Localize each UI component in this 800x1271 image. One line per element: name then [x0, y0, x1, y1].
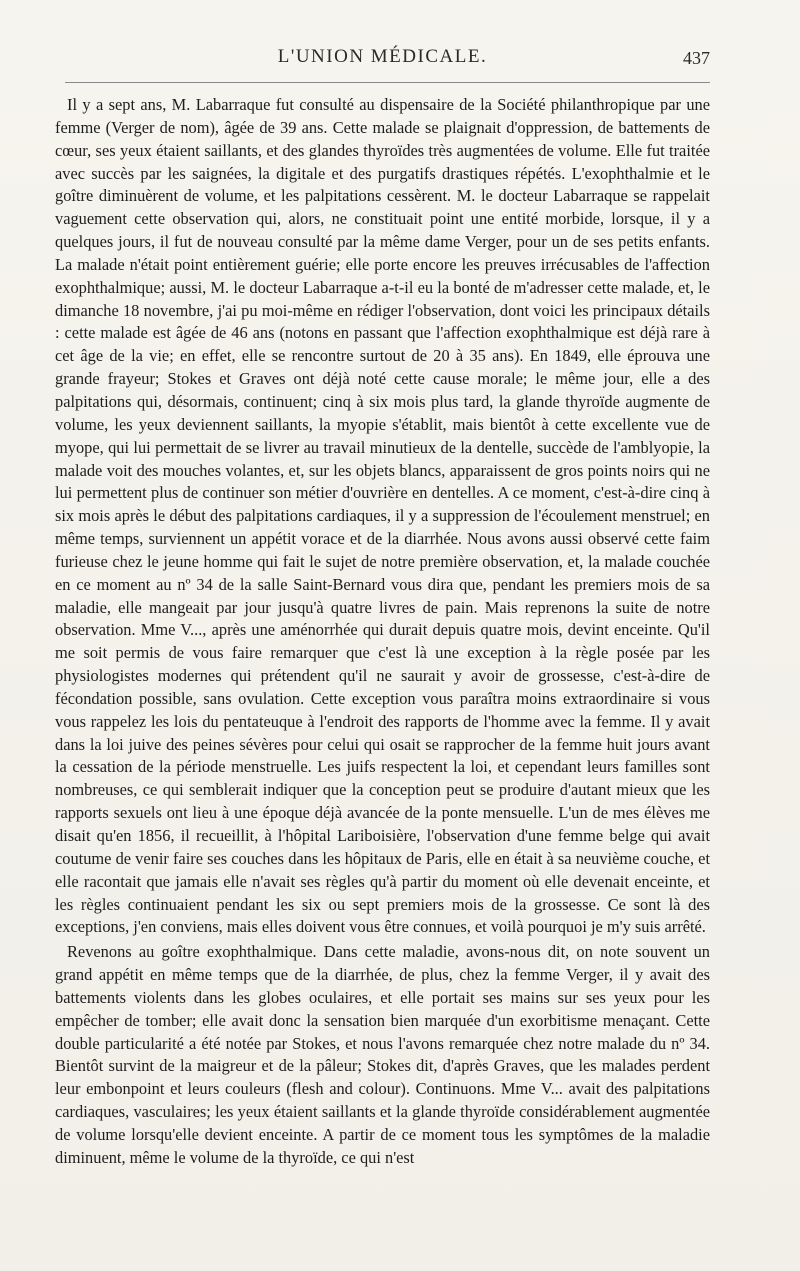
running-title: L'UNION MÉDICALE. [277, 46, 488, 67]
paragraph: Il y a sept ans, M. Labarraque fut consulté au dispensaire de la Société philanthropique par une femme (Verger de nom), âgée de 39 ans. Cette malade se plaignait d'oppression, de battements de cœur, ses yeux étaient saillants, et des glandes thyroïdes très augmentées de volume. Elle fut traitée avec succès par les saignées, la digitale et des purgatifs drastiques répétés. L'exophthalmie et le goître diminuèrent de volume, et les palpitations cessèrent. M. le docteur Labarraque se rappelait vaguement cette observation qui, alors, ne constituait point une entité morbide, lorsque, il y a quelques jours, il fut de nouveau consulté par la même dame Verger, pour un de ses petits enfants. La malade n'était point entièrement guérie; elle porte encore les preuves irrécusables de l'affection exophthalmique; aussi, M. le docteur Labarraque a-t-il eu la bonté de m'adresser cette malade, et, le dimanche 18 novembre, j'ai pu moi-même en rédiger l'observation, dont voici les principaux détails : cette malade est âgée de 46 ans (notons en passant que l'affection exophthalmique est déjà rare à cet âge de la vie; en effet, elle se rencontre surtout de 20 à 35 ans). En 1849, elle éprouva une grande frayeur; Stokes et Graves ont déjà noté cette cause morale; le même jour, elle a des palpitations qui, désormais, continuent; cinq à six mois plus tard, la glande thyroïde augmente de volume, les yeux deviennent saillants, la myopie s'établit, mais bientôt à cette excellente vue de myope, qui lui permettait de se livrer au travail minutieux de la dentelle, succède de l'amblyopie, la malade voit des mouches volantes, et, sur les objets blancs, apparaissent de gros points noirs qui ne lui permettent plus de continuer son métier d'ouvrière en dentelles. A ce moment, c'est-à-dire cinq à six mois après le début des palpitations cardiaques, il y a suppression de l'écoulement menstruel; en même temps, surviennent un appétit vorace et de la diarrhée. Nous avons aussi observé cette faim furieuse chez le jeune homme qui fait le sujet de notre première observation, et, la malade couchée en ce moment au nº 34 de la salle Saint-Bernard vous dira que, pendant les premiers mois de sa maladie, elle mangeait par jour jusqu'à quatre livres de pain. Mais reprenons la suite de notre observation. Mme V..., après une aménorrhée qui durait depuis quatre mois, devint enceinte. Qu'il me soit permis de vous faire remarquer que c'est là une exception à la règle posée par les physiologistes modernes qui prétendent qu'il ne saurait y avoir de grossesse, c'est-à-dire de fécondation possible, sans ovulation. Cette exception vous paraîtra moins extraordinaire si vous vous rappelez les lois du pentateuque à l'endroit des rapports de l'homme avec la femme. Il y avait dans la loi juive des peines sévères pour celui qui osait se rapprocher de la femme huit jours avant la cessation de la période menstruelle. Les juifs respectent la loi, et cependant leurs familles sont nombreuses, ce qui semblerait indiquer que la conception peut se produire d'autant mieux que les rapports sexuels ont lieu à une époque déjà avancée de la ponte mensuelle. L'un de mes élèves me disait qu'en 1856, il recueillit, à l'hôpital Lariboisière, l'observation d'une femme belge qui avait coutume de venir faire ses couches dans les hôpitaux de Paris, elle en était à sa neuvième couche, et elle racontait que jamais elle n'avait ses règles qu'à partir du moment où elle devenait enceinte, et les règles continuaient pendant les six ou sept premiers mois de la grossesse. Ce sont là des exceptions, j'en conviens, mais elles doivent vous être connues, et voilà pourquoi je m'y suis arrêté. [55, 95, 710, 937]
page-number: 437 [683, 48, 710, 68]
running-head [55, 46, 710, 76]
body-text [55, 94, 710, 1170]
paragraph: Revenons au goître exophthalmique. Dans cette maladie, avons-nous dit, on note souvent un grand appétit en même temps que de la diarrhée, de plus, chez la femme Verger, il y avait des battements violents dans les globes oculaires, et elle portait ses mains sur ses yeux pour les empêcher de tomber; elle avait donc la sensation bien marquée d'un exorbitisme menaçant. Cette double particularité a été notée par Stokes, et nous l'avons remarquée chez notre malade du nº 34. Bientôt survint de la maigreur et de la pâleur; Stokes dit, d'après Graves, que les malades perdent leur embonpoint et leurs couleurs (flesh and colour). Continuons. Mme V... avait des palpitations cardiaques, vasculaires; les yeux étaient saillants et la glande thyroïde considérablement augmentée de volume lorsqu'elle devient enceinte. A partir de ce moment tous les symptômes de la maladie diminuent, même le volume de la thyroïde, ce qui n'est [55, 942, 710, 1167]
header-rule [65, 82, 710, 83]
